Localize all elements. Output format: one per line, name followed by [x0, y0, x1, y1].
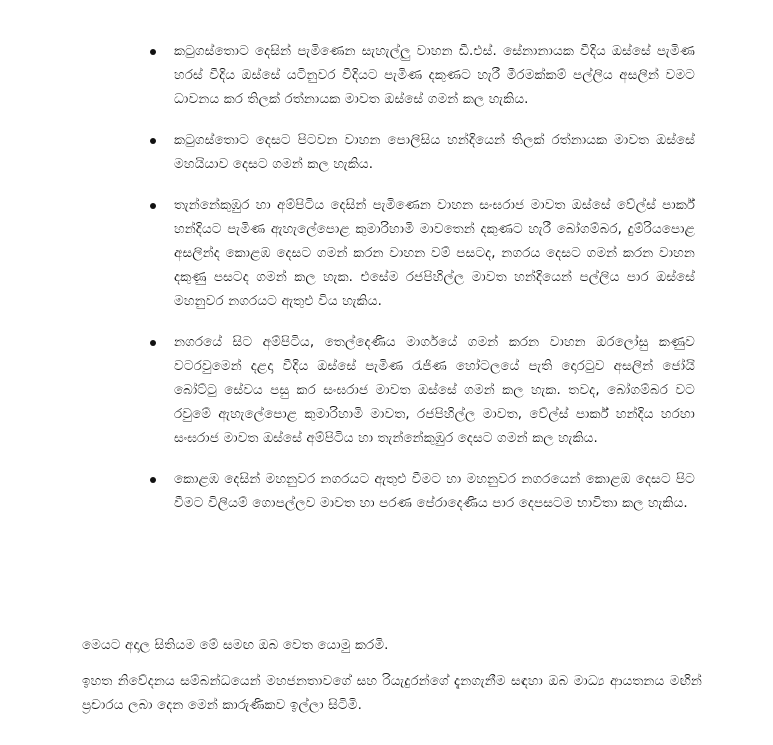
closing-paragraph-map-reference: මෙයට අදාල සිතියම මේ සමඟ ඔබ වෙත යොමු කරමි.	[82, 638, 389, 653]
list-item-text: කොළඹ දෙසින් මහනුවර නගරයට ඇතුළු වීමට හා මහනුවර නගරයෙන් කොළඹ දෙසට පිට වීමට විලියම් ගොපල්ලව මාවත හා පරණ පේරාදෙණිය පාර දෙපසටම භාවිතා කල හැකිය.	[174, 472, 695, 511]
bullet-dot-icon	[150, 340, 156, 346]
closing-paragraph-request: ඉහත නිවේදනය සම්බන්ධයෙන් මහජනතාවගේ සහ රියැදුරන්ගේ දැනගැනීම සඳහා ඔබ මාධ්‍ය ආයතනය මඟින් ප්‍රචාරය ලබා දෙන මෙන් කාරුණිකව ඉල්ලා සිටිමි.	[82, 674, 702, 713]
bullet-list	[150, 40, 695, 533]
list-item	[150, 40, 695, 112]
list-item	[150, 468, 695, 516]
bullet-dot-icon	[150, 49, 156, 55]
list-item	[150, 194, 695, 314]
list-item-text: කටුගස්තොට දෙසට පිටවන වාහන පොලිසිය හන්දියෙන් තිලක් රත්නායක මාවත ඔස්සේ මහයියාව දෙසට ගමන් කල හැකිය.	[174, 133, 695, 172]
list-item	[150, 331, 695, 451]
list-item-text: තැන්නේකුඹුර හා අම්පිටිය දෙසින් පැමිණෙන වාහන සංඝරාජ මාවත ඔස්සේ වේල්ස් පාර්ක් හන්දියට පැමිණ ඇහැලේපොළ කුමාරිහාමි මාවතෙන් දකුණට හැරී බෝගම්බර, දුම්රියපොළ අසලින්ද කොළඹ දෙසට ගමන් කරන වාහන වම් පසටද, නගරය දෙසට ගමන් කරන වාහන දකුණු පසටද ගමන් කල හැක. එසේම රජපිහිල්ල මාවත හන්දියෙන් පල්ලිය පාර ඔස්සේ මහනුවර නගරයට ඇතුළු විය හැකිය.	[174, 198, 695, 309]
list-item-text: නගරයේ සිට අම්පිටිය, තෙල්දෙණිය මාර්ගයේ ගමන් කරන වාහන ඔරලෝසු කණුව වටරවුමෙන් දළදා වීදිය ඔස්සේ පැමිණ රැජිණ හෝටලයේ පැති දොරටුව අසලින් ජෝයි බෝට්ටු සේවය පසු කර සංඝරාජ මාවත ඔස්සේ ගමන් කල හැක. තවද, බෝගම්බර වට රවුමේ ඇහැලේපොළ කුමාරිහාමි මාවත, රජපිහිල්ල මාවත, වේල්ස් පාර්ක් හන්දිය හරහා සංඝරාජ මාවත ඔස්සේ අම්පිටිය හා තැන්නේකුඹුර දෙසට ගමන් කල හැකිය.	[174, 335, 695, 446]
bullet-dot-icon	[150, 203, 156, 209]
list-item-text: කටුගස්තොට දෙසින් පැමිණෙන සැහැල්ලු වාහන ඩී.එස්. සේනානායක වීදිය ඔස්සේ පැමිණ හරස් වීදිය ඔස්සේ යටිනුවර වීදියට පැමිණ දකුණට හැරී මීරමක්කම් පල්ලිය අසලින් වමට ධාවනය කර තිලක් රත්නායක මාවත ඔස්සේ ගමන් කල හැකිය.	[174, 44, 695, 107]
bullet-dot-icon	[150, 138, 156, 144]
list-item	[150, 129, 695, 177]
bullet-dot-icon	[150, 477, 156, 483]
